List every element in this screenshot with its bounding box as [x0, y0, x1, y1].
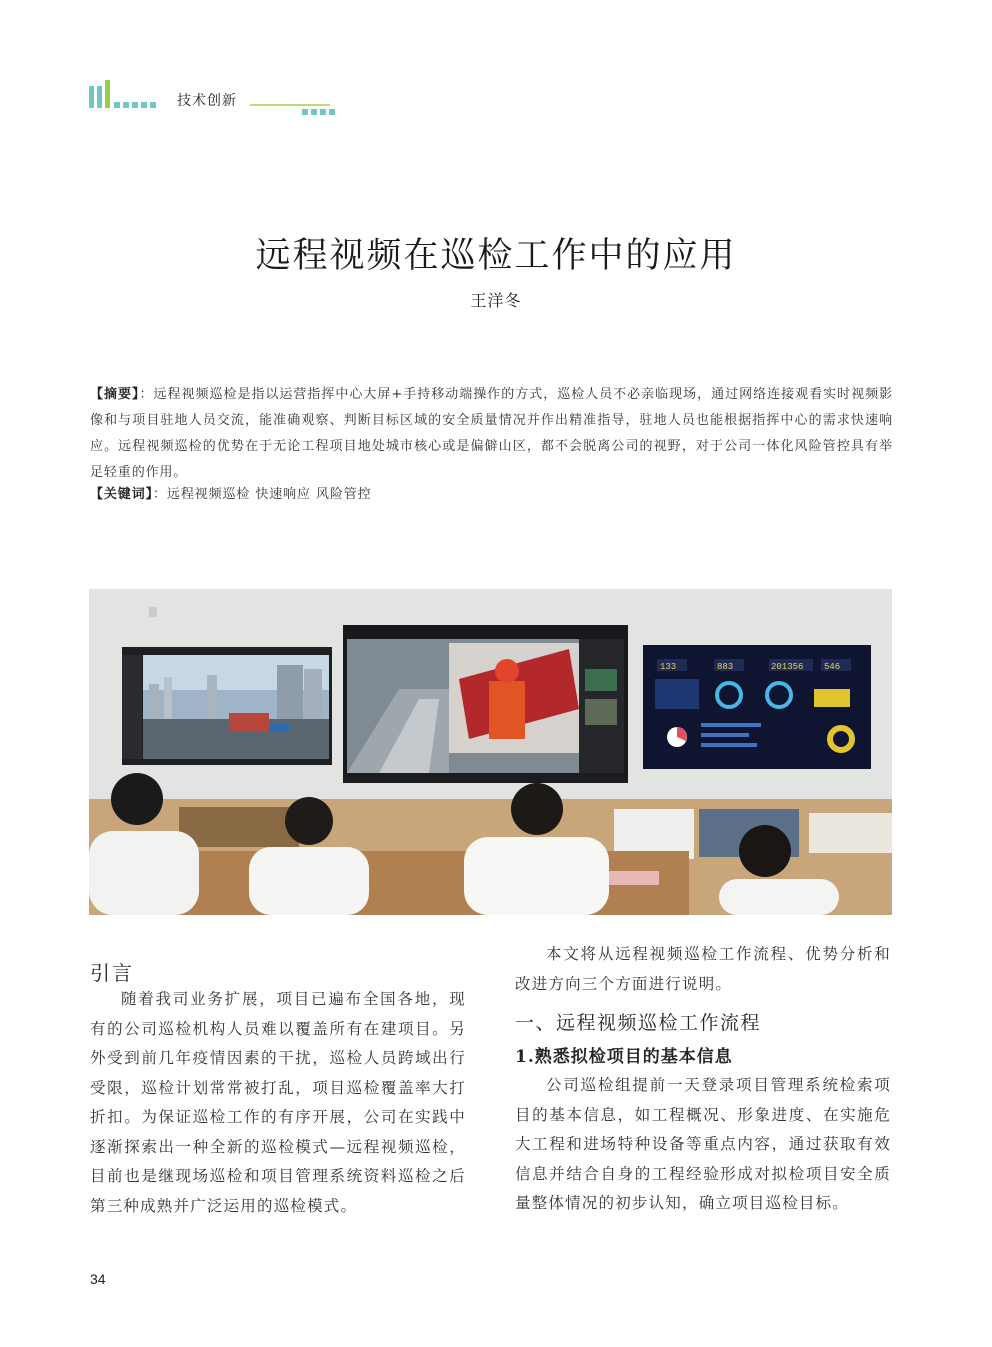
article-title: 远程视频在巡检工作中的应用: [255, 236, 737, 276]
logo-dot: [150, 102, 156, 108]
subsection-paragraph: 公司巡检组提前一天登录项目管理系统检索项目的基本信息，如工程概况、形象进度、在实施危大工程和进场特种设备等重点内容，通过获取有效信息并结合自身的工程经验形成对拟检项目安全质量整体情况的初步认知，确立项目巡检目标。: [515, 1076, 891, 1212]
logo-dot: [132, 102, 138, 108]
tag-dot: [320, 109, 326, 115]
keywords-label: 【关键词】: [90, 487, 154, 502]
tag-dot: [311, 109, 317, 115]
abstract: [90, 382, 893, 486]
screen-number: 546: [824, 662, 841, 672]
tag-dot: [302, 109, 308, 115]
section-heading: 一、远程视频巡检工作流程: [515, 1012, 762, 1034]
abstract-label: 【摘要】: [90, 387, 140, 402]
tag-dot: [329, 109, 335, 115]
overview-paragraph: 本文将从远程视频巡检工作流程、优势分析和改进方向三个方面进行说明。: [515, 945, 891, 993]
screen-number: 883: [717, 662, 734, 672]
logo-dot: [123, 102, 129, 108]
subsection-heading: 1.熟悉拟检项目的基本信息: [515, 1047, 733, 1067]
tag-dots: [302, 109, 342, 117]
screen-number: 133: [660, 662, 677, 672]
intro-heading: 引言: [90, 961, 134, 985]
logo-dot: [141, 102, 147, 108]
intro-paragraph: 随着我司业务扩展，项目已遍布全国各地，现有的公司巡检机构人员难以覆盖所有在建项目。另外受到前几年疫情因素的干扰，巡检人员跨域出行受限，巡检计划常常被打乱，项目巡检覆盖率大打折扣。为保证巡检工作的有序开展，公司在实践中逐渐探索出一种全新的巡检模式—远程视频巡检，目前也是继现场巡检和项目管理系统资料巡检之后第三种成熟并广泛运用的巡检模式。: [90, 990, 466, 1215]
logo-dot: [114, 102, 120, 108]
logo-bar: [105, 80, 110, 108]
logo-bar: [97, 86, 102, 108]
page-number: 34: [90, 1271, 106, 1287]
section-tag-underline: [250, 104, 330, 106]
screen-number: 201356: [771, 662, 804, 672]
section-tag: 技术创新: [177, 93, 237, 109]
keywords-text: ：远程视频巡检 快速响应 风险管控: [153, 487, 372, 502]
photo-illustration: [89, 589, 892, 915]
abstract-text: ：远程视频巡检是指以运营指挥中心大屏+手持移动端操作的方式，巡检人员不必亲临现场，通过网络连接观看实时视频影像和与项目驻地人员交流，能准确观察、判断目标区域的安全质量情况并作出精准指导，驻地人员也能根据指挥中心的需求快速响应。远程视频巡检的优势在于无论工程项目地处城市核心或是偏僻山区，都不会脱离公司的视野，对于公司一体化风险管控具有举足轻重的作用。: [90, 387, 893, 480]
control-room-photo: [89, 589, 892, 915]
article-author: 王洋冬: [470, 291, 522, 310]
section-logo: [89, 80, 159, 110]
logo-bar: [89, 86, 94, 108]
keywords: [90, 484, 893, 506]
